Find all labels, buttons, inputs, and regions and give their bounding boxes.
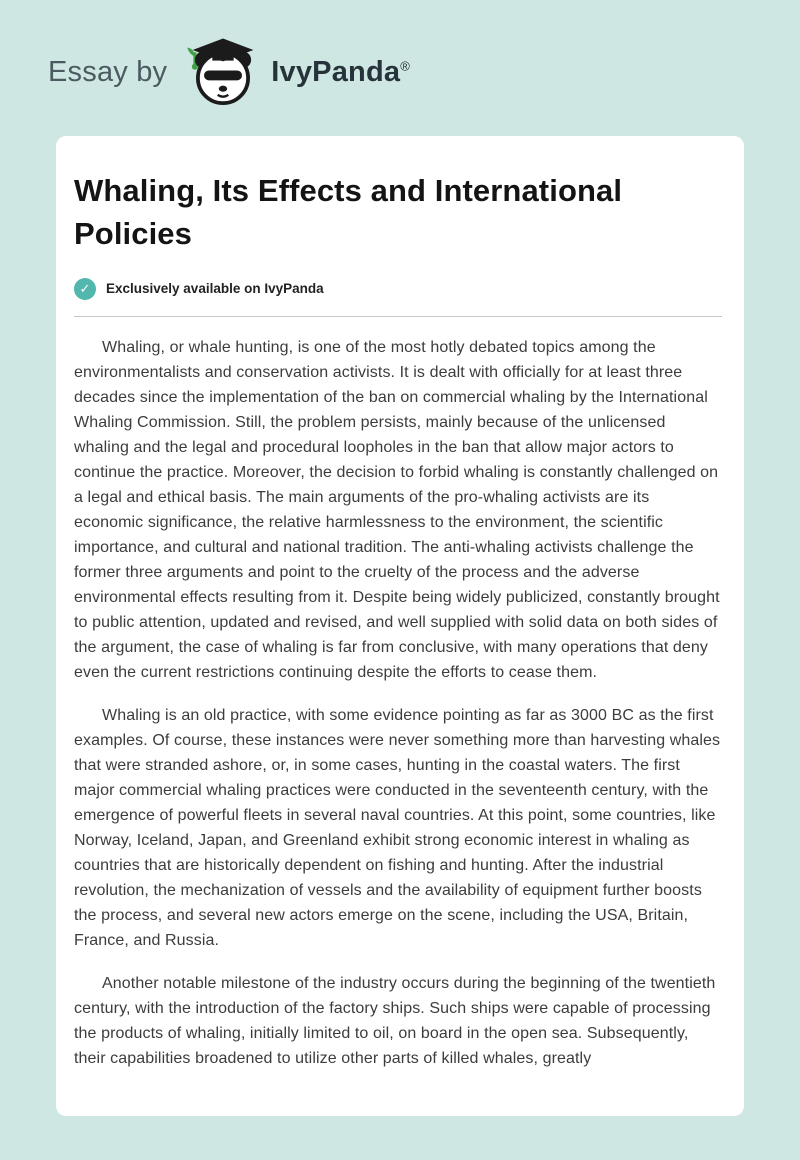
check-icon: ✓	[74, 278, 96, 300]
essay-paragraph-1: Whaling, or whale hunting, is one of the most hotly debated topics among the environmentalists and conservation activists. It is dealt with officially for at least three decades since the implementation of the ban on commercial whaling by the International Whaling Commission. Still, the problem persists, mainly because of the unlicensed whaling and the legal and procedural loopholes in the ban that allow major actors to continue the practice. Moreover, the decision to forbid whaling is constantly challenged on a legal and ethical basis. The main arguments of the pro-whaling activists are its economic significance, the relative harmlessness to the environment, the scientific importance, and cultural and national tradition. The anti-whaling activists challenge the former three arguments and point to the cruelty of the process and the adverse environmental effects resulting from it. Despite being widely publicized, constantly brought to public attention, updated and revised, and well supplied with solid data on both sides of the argument, the case of whaling is far from conclusive, with many operations that deny even the current restrictions continuing despite the efforts to cease them.	[74, 338, 720, 681]
brand-text: IvyPanda	[271, 55, 401, 88]
ivypanda-logo	[185, 34, 261, 110]
essay-by-label: Essay by	[48, 55, 168, 88]
panda-graduation-cap-icon	[185, 34, 261, 110]
page-title: Whaling, Its Effects and International Policies	[74, 173, 623, 251]
brand-name	[271, 56, 410, 89]
essay-body	[74, 335, 722, 1071]
divider	[74, 316, 722, 317]
availability-badge	[74, 278, 722, 300]
essay-paragraph-3: Another notable milestone of the industry occurs during the beginning of the twentieth century, with the introduction of the factory ships. Such ships were capable of processing the products of whaling, initially limited to oil, on board in the open sea. Subsequently, their capabilities broadened to utilize other parts of killed whales, greatly	[74, 974, 716, 1067]
essay-card	[56, 136, 744, 1116]
essay-paragraph-2: Whaling is an old practice, with some evidence pointing as far as 3000 BC as the first examples. Of course, these instances were never something more than harvesting whales that were stranded ashore, or, in some cases, hunting in the coastal waters. The first major commercial whaling practices were conducted in the seventeenth century, with the emergence of powerful fleets in several naval countries. At this point, some countries, like Norway, Iceland, Japan, and Greenland exhibit strong economic interest in whaling as countries that are historically dependent on fishing and hunting. After the industrial revolution, the mechanization of vessels and the availability of equipment further boosts the process, and several new actors emerge on the scene, including the USA, Britain, France, and Russia.	[74, 706, 721, 949]
header	[0, 0, 800, 136]
availability-badge-label: Exclusively available on IvyPanda	[106, 281, 324, 297]
registered-trademark: ®	[400, 57, 410, 73]
